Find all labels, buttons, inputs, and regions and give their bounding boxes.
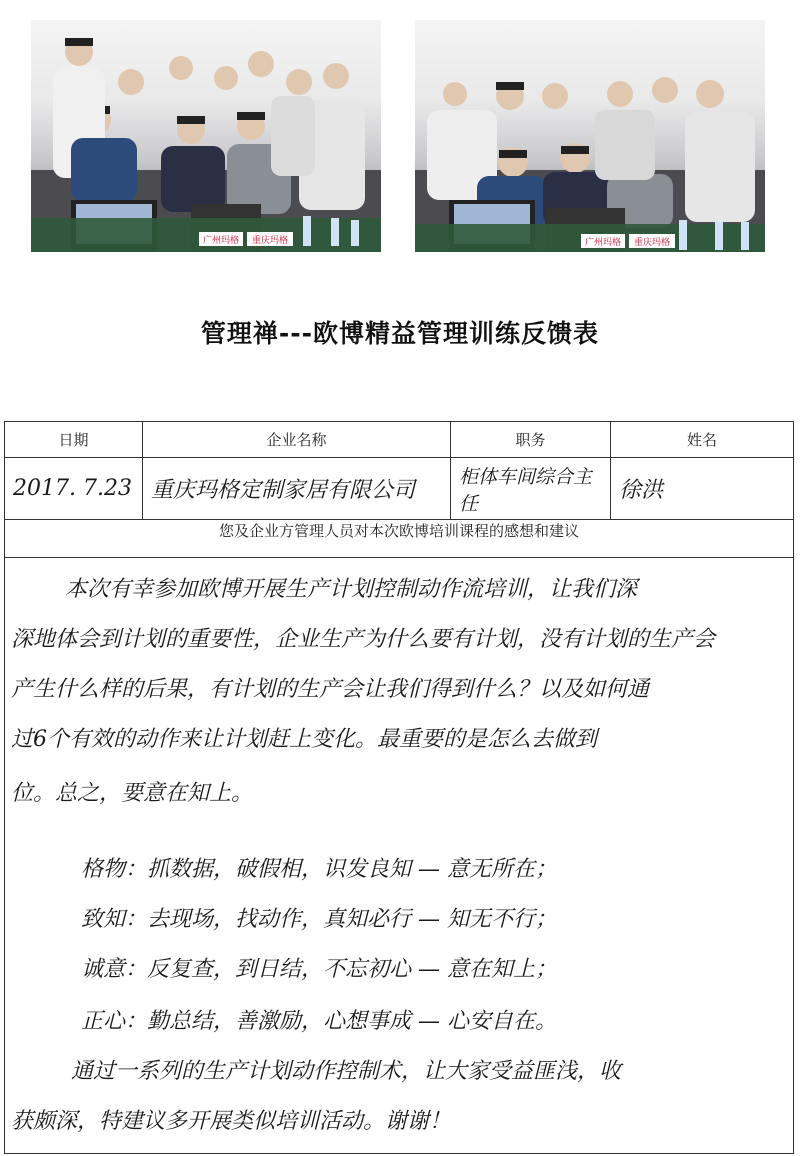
value-position: 柜体车间综合主任: [451, 458, 611, 519]
feedback-line: 本次有幸参加欧博开展生产计划控制动作流培训，让我们深: [65, 577, 638, 602]
table-sign-1: 广州玛格: [202, 236, 240, 246]
value-date: 2017. 7.23: [5, 458, 143, 519]
header-company: 企业名称: [143, 422, 451, 457]
group-photo-right-illustration: [415, 20, 765, 252]
group-photo-right: [415, 20, 765, 252]
feedback-line: 正心：勤总结，善激励，心想事成 — 心安自在。: [81, 1009, 557, 1034]
feedback-line: 诚意：反复查，到日结，不忘初心 — 意在知上；: [81, 957, 557, 982]
table-sign-1: 广州玛格: [584, 238, 622, 248]
group-photo-left: [31, 20, 381, 252]
feedback-line: 过6个有效的动作来让计划赶上变化。最重要的是怎么去做到: [11, 727, 597, 752]
feedback-line: 产生什么样的后果，有计划的生产会让我们得到什么？以及如何通: [11, 677, 650, 702]
group-photo-left-illustration: [31, 20, 381, 252]
feedback-line: 格物：抓数据，破假相，识发良知 — 意无所在；: [81, 857, 557, 882]
header-position: 职务: [451, 422, 611, 457]
value-company: 重庆玛格定制家居有限公司: [143, 458, 451, 519]
feedback-prompt: 您及企业方管理人员对本次欧博培训课程的感想和建议: [218, 522, 579, 540]
page-title: 管理禅---欧博精益管理训练反馈表: [200, 319, 600, 348]
feedback-line: 深地体会到计划的重要性，企业生产为什么要有计划，没有计划的生产会: [11, 627, 716, 652]
feedback-body: [5, 558, 793, 1155]
feedback-line: 获颇深，特建议多开展类似培训活动。谢谢！: [11, 1109, 452, 1134]
table-sign-2: 重庆玛格: [251, 236, 289, 246]
feedback-line: 致知：去现场，找动作，真知必行 — 知无不行；: [81, 907, 557, 932]
feedback-line: 位。总之，要意在知上。: [11, 781, 254, 806]
header-name: 姓名: [686, 431, 717, 449]
form-prompt-row: [5, 520, 793, 558]
feedback-line: 通过一系列的生产计划动作控制术，让大家受益匪浅，收: [71, 1059, 622, 1084]
feedback-form: [4, 421, 794, 1154]
table-sign-2: 重庆玛格: [633, 238, 671, 248]
form-header-row: [5, 422, 793, 458]
header-date: 日期: [5, 422, 143, 457]
value-name: 徐洪: [619, 478, 664, 503]
form-values-row: [5, 458, 793, 520]
